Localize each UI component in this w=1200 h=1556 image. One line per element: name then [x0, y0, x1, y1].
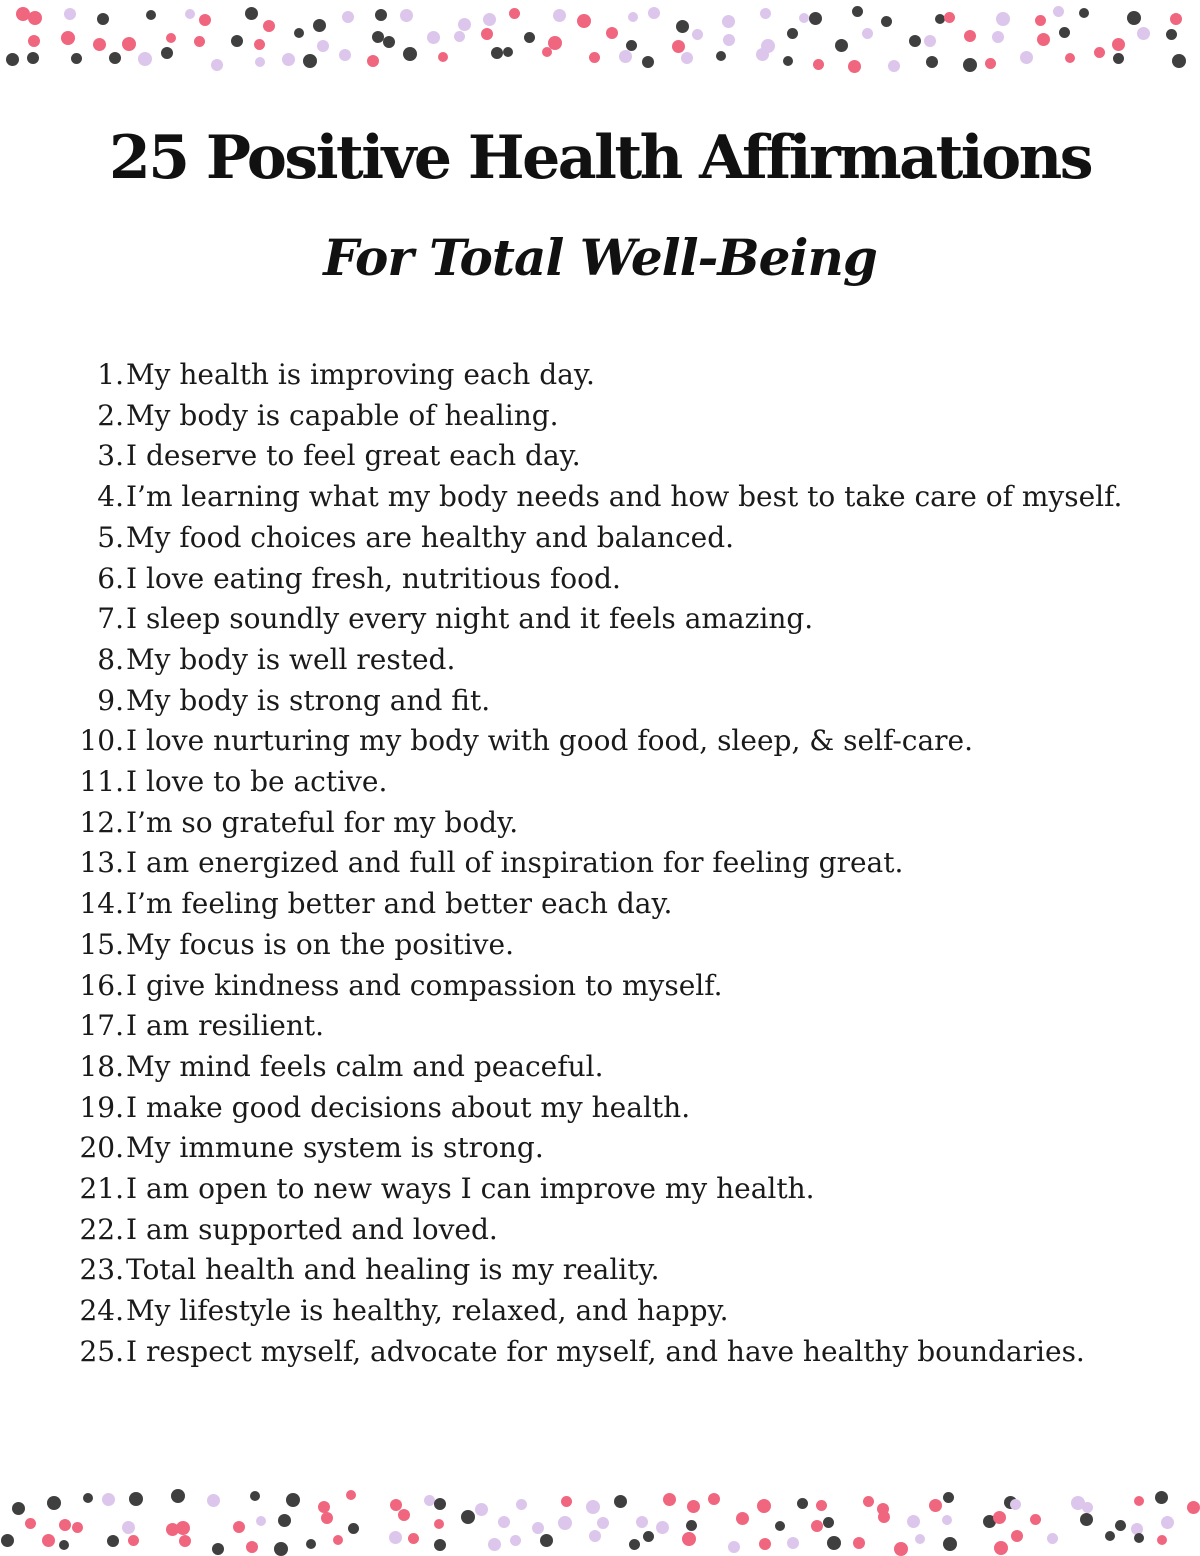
confetti-dot — [888, 60, 900, 72]
confetti-dot — [532, 1522, 544, 1534]
list-item — [0, 762, 1200, 803]
confetti-dot — [1134, 1533, 1144, 1543]
confetti-dot — [166, 33, 176, 43]
confetti-dot — [996, 12, 1010, 26]
confetti-dot — [728, 1541, 740, 1553]
confetti-dot — [1155, 1491, 1168, 1504]
confetti-dot — [827, 1536, 841, 1550]
confetti-dot — [245, 7, 258, 20]
confetti-dot — [400, 9, 413, 22]
confetti-dot — [682, 1532, 696, 1546]
confetti-dot — [1112, 38, 1125, 51]
confetti-dot — [619, 50, 632, 63]
confetti-dot — [643, 1531, 654, 1542]
confetti-dot — [757, 1499, 771, 1513]
confetti-dot — [799, 13, 809, 23]
confetti-dot — [561, 1496, 572, 1507]
item-text: I deserve to feel great each day. — [126, 439, 581, 473]
list-item — [0, 721, 1200, 762]
confetti-dot — [1187, 1501, 1200, 1514]
confetti-dot — [28, 35, 40, 47]
confetti-dot — [207, 1494, 220, 1507]
confetti-dot — [692, 29, 703, 40]
item-number: 20. — [79, 1131, 124, 1165]
confetti-dot — [614, 1495, 627, 1508]
confetti-dot — [1172, 54, 1186, 68]
list-item — [0, 966, 1200, 1007]
item-number: 1. — [97, 358, 124, 391]
confetti-dot — [722, 15, 735, 28]
list-item — [0, 1250, 1200, 1291]
item-text: My body is capable of healing. — [126, 398, 559, 432]
item-text: My immune system is strong. — [126, 1131, 544, 1165]
confetti-dot — [589, 52, 600, 63]
confetti-dot — [83, 1493, 93, 1503]
confetti-dot — [628, 12, 638, 22]
confetti-dot — [626, 40, 637, 51]
list-item — [0, 1006, 1200, 1047]
confetti-dot — [943, 1492, 954, 1503]
confetti-dot — [321, 1512, 333, 1524]
confetti-dot — [233, 1521, 245, 1533]
confetti-dot — [687, 1500, 700, 1513]
confetti-dot — [342, 11, 354, 23]
confetti-dot — [294, 28, 304, 38]
item-number: 2. — [97, 398, 124, 432]
confetti-dot — [176, 1521, 190, 1535]
confetti-dot — [59, 1540, 69, 1550]
confetti-dot — [909, 35, 921, 47]
confetti-dot — [1065, 53, 1075, 63]
confetti-dot — [672, 40, 685, 53]
confetti-dot — [64, 8, 76, 20]
confetti-dot — [434, 1539, 446, 1551]
confetti-dot — [498, 1516, 510, 1528]
confetti-dot — [306, 1539, 316, 1549]
confetti-dot — [862, 28, 873, 39]
confetti-dot — [72, 1522, 83, 1533]
confetti-dot — [907, 1515, 920, 1528]
list-item — [0, 640, 1200, 681]
confetti-dot — [481, 28, 493, 40]
confetti-dot — [483, 13, 496, 26]
confetti-dot — [503, 47, 513, 57]
confetti-dot — [71, 53, 82, 64]
list-item — [0, 477, 1200, 518]
confetti-dot — [1134, 1496, 1144, 1506]
list-item — [0, 396, 1200, 437]
confetti-dot — [1115, 1520, 1126, 1531]
confetti-dot — [787, 28, 798, 39]
confetti-dot — [59, 1519, 71, 1531]
confetti-dot — [943, 1537, 957, 1551]
confetti-dot — [1170, 13, 1182, 25]
confetti-dot — [389, 1531, 402, 1544]
confetti-dot — [434, 1498, 446, 1510]
confetti-dot — [510, 1535, 521, 1546]
item-number: 19. — [79, 1090, 124, 1124]
confetti-dot — [813, 59, 824, 70]
confetti-dot — [303, 54, 317, 68]
confetti-dot — [333, 1535, 343, 1545]
confetti-dot — [926, 56, 938, 68]
confetti-dot — [759, 1538, 771, 1550]
confetti-dot — [1030, 1514, 1041, 1525]
list-item — [0, 925, 1200, 966]
confetti-dot — [97, 13, 109, 25]
confetti-dot — [929, 1499, 942, 1512]
item-number: 14. — [79, 887, 124, 921]
item-text: I give kindness and compassion to myself. — [126, 968, 723, 1002]
confetti-dot — [1053, 6, 1064, 17]
confetti-dot — [681, 52, 693, 64]
confetti-dot — [760, 8, 771, 19]
item-text: My body is well rested. — [126, 642, 456, 676]
confetti-dot — [25, 1518, 36, 1529]
confetti-dot — [881, 16, 892, 27]
confetti-dot — [27, 52, 39, 64]
item-number: 18. — [79, 1049, 124, 1083]
confetti-dot — [1127, 11, 1141, 25]
confetti-dot — [278, 1514, 291, 1527]
item-text: I am open to new ways I can improve my health. — [126, 1172, 815, 1206]
page-subtitle: For Total Well-Being — [323, 228, 877, 287]
confetti-dot — [540, 1534, 553, 1547]
confetti-dot — [383, 36, 395, 48]
confetti-dot — [231, 35, 243, 47]
item-number: 15. — [79, 927, 124, 961]
confetti-dot — [642, 56, 654, 68]
confetti-dot — [606, 27, 618, 39]
item-number: 17. — [79, 1009, 124, 1043]
item-text: My mind feels calm and peaceful. — [126, 1049, 604, 1083]
top-confetti-border — [0, 0, 1200, 70]
confetti-dot — [61, 31, 75, 45]
confetti-dot — [339, 49, 351, 61]
confetti-dot — [102, 1493, 115, 1506]
confetti-dot — [509, 8, 520, 19]
item-number: 4. — [97, 480, 124, 514]
confetti-dot — [246, 1541, 258, 1553]
confetti-dot — [716, 51, 726, 61]
confetti-dot — [194, 36, 205, 47]
confetti-dot — [1037, 33, 1050, 46]
list-item — [0, 1088, 1200, 1129]
item-number: 7. — [97, 602, 124, 636]
confetti-dot — [1082, 1502, 1093, 1513]
confetti-dot — [558, 1516, 572, 1530]
confetti-dot — [577, 14, 591, 28]
item-text: I sleep soundly every night and it feels amazing. — [126, 602, 814, 636]
item-number: 3. — [97, 439, 124, 473]
confetti-dot — [756, 48, 769, 61]
confetti-dot — [597, 1517, 609, 1529]
item-number: 5. — [97, 520, 124, 554]
list-item — [0, 1332, 1200, 1373]
confetti-dot — [1010, 1499, 1021, 1510]
confetti-dot — [993, 1511, 1006, 1524]
confetti-dot — [797, 1498, 808, 1509]
confetti-dot — [636, 1516, 648, 1528]
confetti-dot — [894, 1542, 908, 1556]
confetti-dot — [723, 34, 735, 46]
item-number: 25. — [79, 1334, 124, 1368]
confetti-dot — [524, 32, 535, 43]
confetti-dot — [992, 31, 1004, 43]
list-item — [0, 559, 1200, 600]
item-text: My body is strong and fit. — [126, 683, 491, 717]
item-text: My lifestyle is healthy, relaxed, and happy. — [126, 1294, 729, 1328]
item-text: My health is improving each day. — [126, 358, 595, 391]
confetti-dot — [185, 9, 195, 19]
confetti-dot — [171, 1489, 185, 1503]
confetti-dot — [848, 60, 861, 73]
confetti-dot — [179, 1535, 191, 1547]
list-item — [0, 1047, 1200, 1088]
confetti-dot — [317, 40, 329, 52]
confetti-dot — [1166, 29, 1177, 40]
confetti-dot — [1020, 51, 1033, 64]
confetti-dot — [256, 1516, 266, 1526]
confetti-dot — [736, 1512, 749, 1525]
confetti-dot — [161, 47, 173, 59]
confetti-dot — [375, 9, 387, 21]
item-text: I love eating fresh, nutritious food. — [126, 561, 621, 595]
confetti-dot — [686, 1520, 697, 1531]
confetti-dot — [787, 1537, 799, 1549]
confetti-dot — [491, 47, 503, 59]
item-text: I’m so grateful for my body. — [126, 805, 519, 839]
confetti-dot — [809, 12, 822, 25]
confetti-dot — [211, 59, 223, 71]
affirmations-list — [0, 355, 1200, 1373]
list-item — [0, 355, 1200, 396]
confetti-dot — [1137, 27, 1150, 40]
list-item — [0, 843, 1200, 884]
confetti-dot — [122, 37, 136, 51]
confetti-dot — [648, 7, 660, 19]
confetti-dot — [427, 31, 440, 44]
confetti-dot — [93, 38, 106, 51]
confetti-dot — [589, 1530, 601, 1542]
confetti-dot — [146, 10, 156, 20]
item-number: 16. — [79, 968, 124, 1002]
confetti-dot — [985, 58, 996, 69]
item-text: I love nurturing my body with good food, sleep, & self-care. — [126, 724, 974, 758]
confetti-dot — [816, 1500, 827, 1511]
confetti-dot — [42, 1534, 55, 1547]
confetti-dot — [438, 52, 448, 62]
list-item — [0, 884, 1200, 925]
item-text: I love to be active. — [126, 765, 388, 799]
confetti-dot — [1094, 47, 1105, 58]
page-title: 25 Positive Health Affirmations — [109, 123, 1091, 193]
confetti-dot — [783, 56, 793, 66]
confetti-dot — [286, 1493, 300, 1507]
confetti-dot — [274, 1542, 288, 1556]
confetti-dot — [47, 1496, 61, 1510]
list-item — [0, 1128, 1200, 1169]
confetti-dot — [542, 47, 552, 57]
confetti-dot — [629, 1539, 640, 1550]
item-text: I’m feeling better and better each day. — [126, 887, 673, 921]
confetti-dot — [434, 1519, 444, 1529]
item-text: Total health and healing is my reality. — [126, 1253, 660, 1287]
item-text: My focus is on the positive. — [126, 927, 514, 961]
confetti-dot — [964, 30, 976, 42]
bottom-confetti-border — [0, 1483, 1200, 1553]
item-number: 24. — [79, 1294, 124, 1328]
confetti-dot — [255, 57, 265, 67]
confetti-dot — [656, 1521, 669, 1534]
item-number: 6. — [97, 561, 124, 595]
confetti-dot — [942, 1515, 952, 1525]
confetti-dot — [138, 52, 152, 66]
confetti-dot — [915, 1534, 925, 1544]
confetti-dot — [811, 1520, 823, 1532]
confetti-dot — [122, 1521, 135, 1534]
confetti-dot — [1047, 1533, 1058, 1544]
confetti-dot — [708, 1493, 720, 1505]
confetti-dot — [346, 1490, 356, 1500]
confetti-dot — [461, 1510, 475, 1524]
confetti-dot — [403, 47, 417, 61]
confetti-dot — [250, 1491, 260, 1501]
confetti-dot — [663, 1493, 676, 1506]
item-number: 23. — [79, 1253, 124, 1287]
item-text: I am energized and full of inspiration for feeling great. — [126, 846, 904, 880]
confetti-dot — [313, 19, 326, 32]
confetti-dot — [1113, 53, 1124, 64]
item-number: 8. — [97, 642, 124, 676]
confetti-dot — [878, 1511, 890, 1523]
confetti-dot — [6, 53, 19, 66]
list-item — [0, 1291, 1200, 1332]
confetti-dot — [1059, 27, 1070, 38]
confetti-dot — [1079, 8, 1089, 18]
confetti-dot — [129, 1492, 143, 1506]
confetti-dot — [398, 1509, 410, 1521]
confetti-dot — [458, 18, 471, 31]
confetti-dot — [212, 1543, 224, 1555]
confetti-dot — [553, 9, 566, 22]
item-number: 22. — [79, 1212, 124, 1246]
list-item — [0, 1169, 1200, 1210]
confetti-dot — [199, 14, 211, 26]
confetti-dot — [944, 12, 955, 23]
confetti-dot — [863, 1496, 874, 1507]
confetti-dot — [823, 1517, 834, 1528]
confetti-dot — [367, 55, 379, 67]
item-text: My food choices are healthy and balanced. — [126, 520, 735, 554]
confetti-dot — [586, 1500, 600, 1514]
item-text: I’m learning what my body needs and how best to take care of myself. — [126, 480, 1123, 514]
item-text: I make good decisions about my health. — [126, 1090, 691, 1124]
confetti-dot — [1, 1534, 14, 1547]
confetti-dot — [254, 39, 265, 50]
item-number: 9. — [97, 683, 124, 717]
item-text: I am resilient. — [126, 1009, 325, 1043]
confetti-dot — [963, 58, 977, 72]
confetti-dot — [924, 35, 936, 47]
confetti-dot — [1161, 1516, 1174, 1529]
confetti-dot — [454, 31, 465, 42]
confetti-dot — [775, 1521, 785, 1531]
item-number: 12. — [79, 805, 124, 839]
confetti-dot — [852, 6, 863, 17]
list-item — [0, 518, 1200, 559]
confetti-dot — [348, 1523, 359, 1534]
list-item — [0, 436, 1200, 477]
confetti-dot — [28, 11, 42, 25]
list-item — [0, 681, 1200, 722]
confetti-dot — [488, 1538, 501, 1551]
list-item — [0, 803, 1200, 844]
item-text: I respect myself, advocate for myself, and have healthy boundaries. — [126, 1334, 1085, 1368]
list-item — [0, 599, 1200, 640]
item-number: 10. — [79, 724, 124, 758]
confetti-dot — [1080, 1513, 1093, 1526]
confetti-dot — [676, 20, 689, 33]
item-number: 21. — [79, 1172, 124, 1206]
confetti-dot — [263, 20, 275, 32]
confetti-dot — [408, 1533, 419, 1544]
confetti-dot — [853, 1537, 865, 1549]
confetti-dot — [128, 1535, 139, 1546]
confetti-dot — [1035, 15, 1046, 26]
confetti-dot — [1105, 1531, 1115, 1541]
confetti-dot — [12, 1502, 25, 1515]
item-number: 13. — [79, 846, 124, 880]
confetti-dot — [475, 1503, 488, 1516]
confetti-dot — [107, 1535, 119, 1547]
item-text: I am supported and loved. — [126, 1212, 498, 1246]
confetti-dot — [1011, 1530, 1023, 1542]
item-number: 11. — [79, 765, 124, 799]
confetti-dot — [835, 39, 848, 52]
list-item — [0, 1210, 1200, 1251]
confetti-dot — [1157, 1535, 1167, 1545]
confetti-dot — [282, 53, 295, 66]
confetti-dot — [109, 52, 121, 64]
confetti-dot — [516, 1499, 527, 1510]
